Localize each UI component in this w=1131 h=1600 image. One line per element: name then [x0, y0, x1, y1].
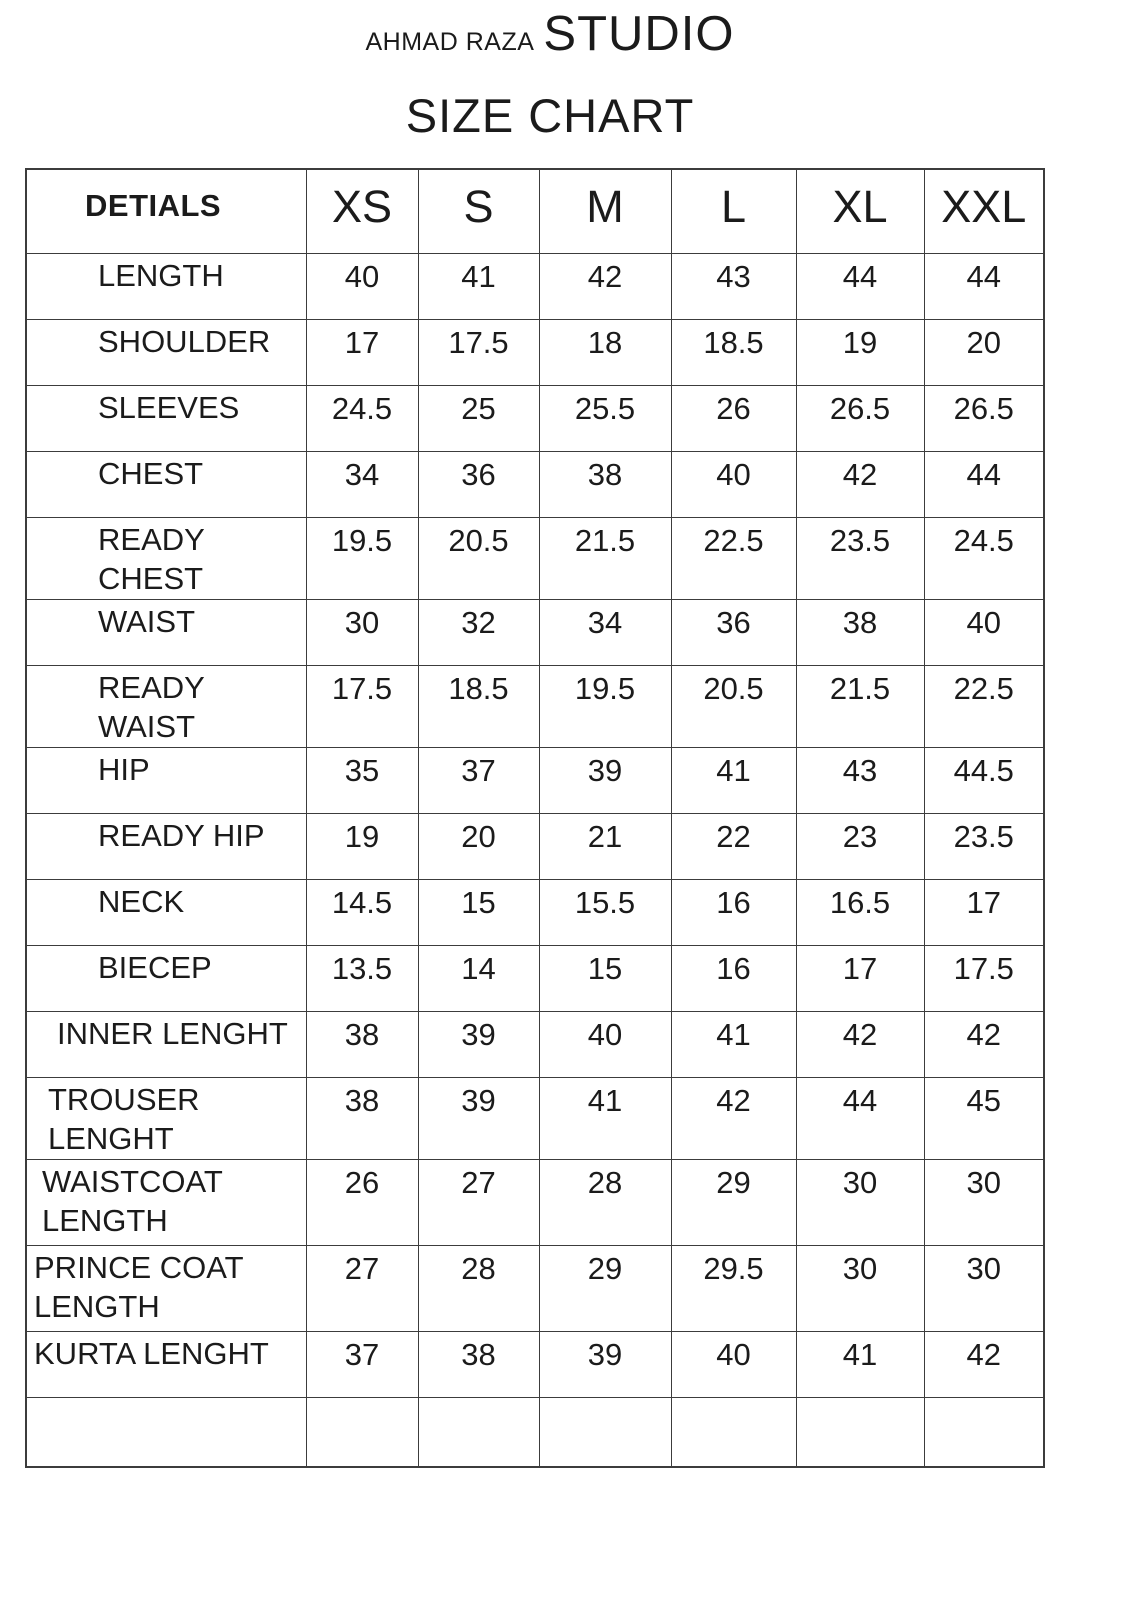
value-cell: 26 — [306, 1159, 418, 1245]
row-label-cell: TROUSER LENGHT — [26, 1077, 306, 1159]
table-row — [26, 747, 1044, 813]
row-label-cell: SHOULDER — [26, 319, 306, 385]
value-cell: 40 — [306, 253, 418, 319]
value-cell: 40 — [924, 599, 1044, 665]
value-cell: 19.5 — [539, 665, 671, 747]
size-header-cell: XXL — [924, 169, 1044, 253]
value-cell: 23 — [796, 813, 924, 879]
size-header-cell: XL — [796, 169, 924, 253]
value-cell: 13.5 — [306, 945, 418, 1011]
value-cell: 44.5 — [924, 747, 1044, 813]
value-cell: 41 — [671, 1011, 796, 1077]
value-cell: 16 — [671, 945, 796, 1011]
value-cell — [539, 1397, 671, 1467]
value-cell: 38 — [306, 1077, 418, 1159]
size-header-cell: L — [671, 169, 796, 253]
value-cell: 25 — [418, 385, 539, 451]
value-cell: 26.5 — [924, 385, 1044, 451]
value-cell: 28 — [539, 1159, 671, 1245]
value-cell: 44 — [924, 253, 1044, 319]
value-cell: 32 — [418, 599, 539, 665]
value-cell: 30 — [306, 599, 418, 665]
value-cell: 42 — [539, 253, 671, 319]
table-row — [26, 517, 1044, 599]
table-row — [26, 1159, 1044, 1245]
value-cell: 42 — [796, 1011, 924, 1077]
row-label-cell: SLEEVES — [26, 385, 306, 451]
table-row — [26, 1077, 1044, 1159]
value-cell: 29 — [671, 1159, 796, 1245]
value-cell: 17 — [796, 945, 924, 1011]
value-cell: 18.5 — [671, 319, 796, 385]
value-cell: 34 — [306, 451, 418, 517]
value-cell: 28 — [418, 1245, 539, 1331]
value-cell: 38 — [418, 1331, 539, 1397]
value-cell: 36 — [671, 599, 796, 665]
value-cell: 15 — [418, 879, 539, 945]
size-header-cell: XS — [306, 169, 418, 253]
value-cell: 37 — [418, 747, 539, 813]
value-cell: 21.5 — [796, 665, 924, 747]
value-cell: 17.5 — [306, 665, 418, 747]
brand-suffix: STUDIO — [543, 7, 735, 61]
value-cell: 38 — [306, 1011, 418, 1077]
value-cell: 42 — [924, 1331, 1044, 1397]
row-label-cell — [26, 1397, 306, 1467]
value-cell: 42 — [796, 451, 924, 517]
row-label-cell: WAISTCOAT LENGTH — [26, 1159, 306, 1245]
value-cell: 44 — [924, 451, 1044, 517]
value-cell: 30 — [924, 1245, 1044, 1331]
value-cell: 21 — [539, 813, 671, 879]
value-cell: 22 — [671, 813, 796, 879]
value-cell: 27 — [306, 1245, 418, 1331]
value-cell — [671, 1397, 796, 1467]
row-label-cell: CHEST — [26, 451, 306, 517]
size-header-cell: M — [539, 169, 671, 253]
value-cell: 43 — [671, 253, 796, 319]
value-cell — [418, 1397, 539, 1467]
value-cell: 41 — [418, 253, 539, 319]
value-cell: 16 — [671, 879, 796, 945]
value-cell: 38 — [796, 599, 924, 665]
value-cell — [306, 1397, 418, 1467]
value-cell: 39 — [539, 1331, 671, 1397]
value-cell: 29.5 — [671, 1245, 796, 1331]
value-cell — [796, 1397, 924, 1467]
row-label-cell: LENGTH — [26, 253, 306, 319]
value-cell: 44 — [796, 253, 924, 319]
value-cell: 24.5 — [306, 385, 418, 451]
table-row — [26, 665, 1044, 747]
value-cell: 15.5 — [539, 879, 671, 945]
table-row — [26, 385, 1044, 451]
value-cell: 44 — [796, 1077, 924, 1159]
value-cell: 42 — [671, 1077, 796, 1159]
value-cell: 41 — [539, 1077, 671, 1159]
value-cell: 21.5 — [539, 517, 671, 599]
table-row — [26, 319, 1044, 385]
value-cell: 17 — [306, 319, 418, 385]
value-cell — [924, 1397, 1044, 1467]
row-label-cell: INNER LENGHT — [26, 1011, 306, 1077]
table-row — [26, 945, 1044, 1011]
value-cell: 14 — [418, 945, 539, 1011]
table-header-row — [26, 169, 1044, 253]
value-cell: 39 — [418, 1011, 539, 1077]
value-cell: 30 — [924, 1159, 1044, 1245]
value-cell: 17 — [924, 879, 1044, 945]
value-cell: 26 — [671, 385, 796, 451]
value-cell: 26.5 — [796, 385, 924, 451]
value-cell: 39 — [539, 747, 671, 813]
value-cell: 23.5 — [924, 813, 1044, 879]
value-cell: 19.5 — [306, 517, 418, 599]
value-cell: 16.5 — [796, 879, 924, 945]
table-row — [26, 599, 1044, 665]
value-cell: 29 — [539, 1245, 671, 1331]
value-cell: 41 — [671, 747, 796, 813]
row-label-cell: WAIST — [26, 599, 306, 665]
row-label-cell: READY WAIST — [26, 665, 306, 747]
value-cell: 22.5 — [671, 517, 796, 599]
value-cell: 15 — [539, 945, 671, 1011]
value-cell: 30 — [796, 1245, 924, 1331]
value-cell: 40 — [671, 1331, 796, 1397]
table-row — [26, 451, 1044, 517]
value-cell: 25.5 — [539, 385, 671, 451]
row-label-cell: BIECEP — [26, 945, 306, 1011]
value-cell: 41 — [796, 1331, 924, 1397]
value-cell: 14.5 — [306, 879, 418, 945]
row-label-cell: HIP — [26, 747, 306, 813]
table-row — [26, 879, 1044, 945]
details-header-cell: DETIALS — [26, 169, 306, 253]
brand-prefix: AHMAD RAZA — [365, 28, 535, 56]
size-chart-title: SIZE CHART — [405, 89, 695, 142]
value-cell: 19 — [306, 813, 418, 879]
value-cell: 24.5 — [924, 517, 1044, 599]
value-cell: 19 — [796, 319, 924, 385]
empty-row — [26, 1397, 1044, 1467]
table-row — [26, 1331, 1044, 1397]
value-cell: 36 — [418, 451, 539, 517]
value-cell: 22.5 — [924, 665, 1044, 747]
value-cell: 39 — [418, 1077, 539, 1159]
row-label-cell: READY HIP — [26, 813, 306, 879]
value-cell: 20 — [924, 319, 1044, 385]
value-cell: 17.5 — [418, 319, 539, 385]
value-cell: 17.5 — [924, 945, 1044, 1011]
value-cell: 20.5 — [671, 665, 796, 747]
value-cell: 27 — [418, 1159, 539, 1245]
row-label-cell: KURTA LENGHT — [26, 1331, 306, 1397]
row-label-cell: NECK — [26, 879, 306, 945]
value-cell: 40 — [671, 451, 796, 517]
size-chart-table — [25, 168, 1045, 1468]
value-cell: 34 — [539, 599, 671, 665]
table-row — [26, 1011, 1044, 1077]
value-cell: 20 — [418, 813, 539, 879]
row-label-cell: PRINCE COAT LENGTH — [26, 1245, 306, 1331]
value-cell: 18.5 — [418, 665, 539, 747]
value-cell: 45 — [924, 1077, 1044, 1159]
value-cell: 35 — [306, 747, 418, 813]
value-cell: 20.5 — [418, 517, 539, 599]
brand-title — [0, 6, 1100, 62]
table-row — [26, 253, 1044, 319]
value-cell: 40 — [539, 1011, 671, 1077]
value-cell: 43 — [796, 747, 924, 813]
value-cell: 23.5 — [796, 517, 924, 599]
value-cell: 42 — [924, 1011, 1044, 1077]
value-cell: 37 — [306, 1331, 418, 1397]
value-cell: 30 — [796, 1159, 924, 1245]
table-row — [26, 1245, 1044, 1331]
size-header-cell: S — [418, 169, 539, 253]
table-row — [26, 813, 1044, 879]
value-cell: 18 — [539, 319, 671, 385]
row-label-cell: READY CHEST — [26, 517, 306, 599]
value-cell: 38 — [539, 451, 671, 517]
